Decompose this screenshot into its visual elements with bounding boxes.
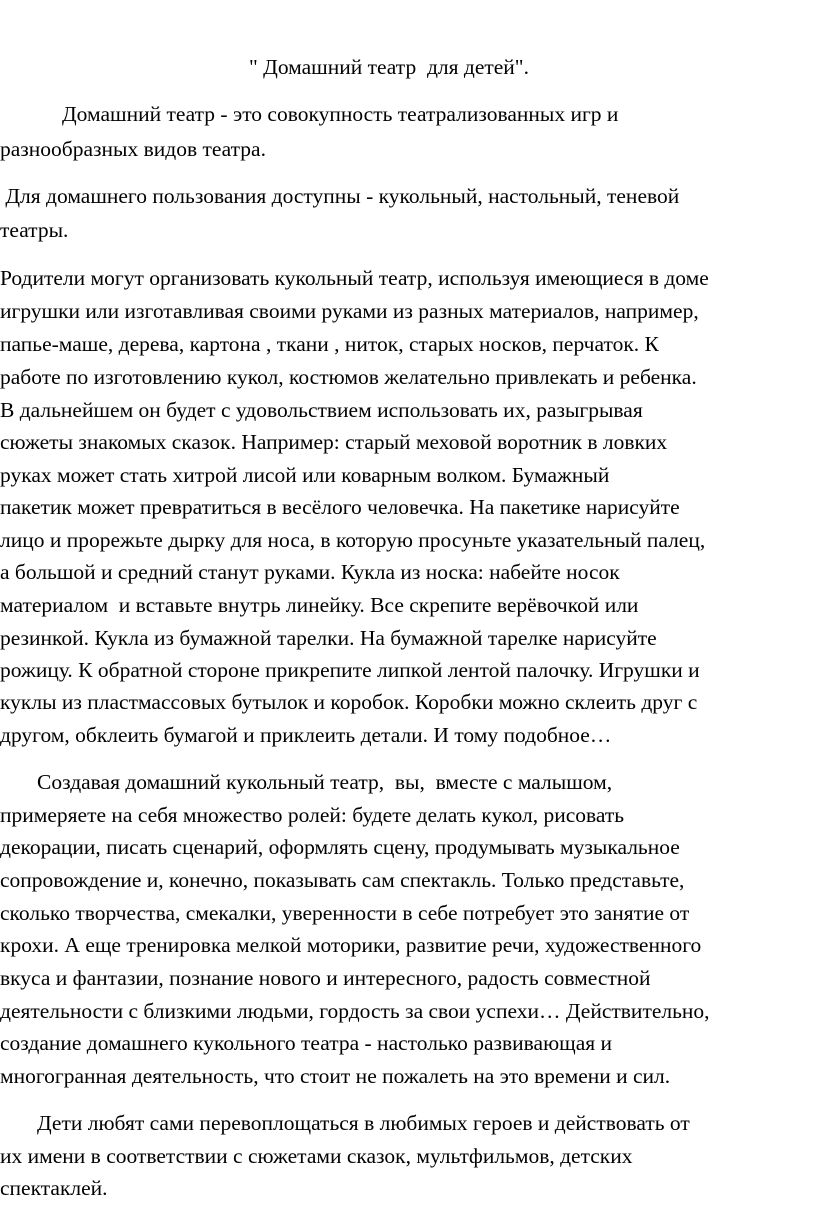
paragraph-3-line-13: рожицу. К обратной стороне прикрепите липкой лентой палочку. Игрушки и bbox=[0, 658, 700, 682]
paragraph-3-line-2: игрушки или изготавливая своими руками из разных материалов, например, bbox=[0, 299, 699, 323]
paragraph-4-line-2: примеряете на себя множество ролей: будете делать кукол, рисовать bbox=[0, 803, 625, 827]
paragraph-4-line-4: сопровождение и, конечно, показывать сам спектакль. Только представьте, bbox=[0, 868, 685, 892]
document-title: " Домашний театр для детей". bbox=[249, 55, 529, 79]
paragraph-3-line-15: другом, обклеить бумагой и приклеить детали. И тому подобное… bbox=[0, 723, 612, 747]
paragraph-4-line-9: создание домашнего кукольного театра - настолько развивающая и bbox=[0, 1031, 613, 1055]
paragraph-4-line-10: многогранная деятельность, что стоит не пожалеть на это времени и сил. bbox=[0, 1064, 671, 1088]
paragraph-3-line-10: а большой и средний станут руками. Кукла из носка: набейте носок bbox=[0, 560, 620, 584]
paragraph-4-line-5: сколько творчества, смекалки, уверенности в себе потребует это занятие от bbox=[0, 901, 690, 925]
paragraph-3-line-14: куклы из пластмассовых бутылок и коробок. Коробки можно склеить друг с bbox=[0, 690, 698, 714]
paragraph-2-line-2: театры. bbox=[0, 218, 69, 242]
paragraph-5-line-1: Дети любят сами перевоплощаться в любимых героев и действовать от bbox=[37, 1111, 690, 1135]
paragraph-1-line-2: разнообразных видов театра. bbox=[0, 137, 266, 161]
paragraph-5-line-3: спектаклей. bbox=[0, 1176, 108, 1200]
paragraph-2-line-1: Для домашнего пользования доступны - кукольный, настольный, теневой bbox=[0, 184, 680, 208]
paragraph-3-line-8: пакетик может превратиться в весёлого человечка. На пакетике нарисуйте bbox=[0, 495, 680, 519]
paragraph-3-line-6: сюжеты знакомых сказок. Например: старый меховой воротник в ловких bbox=[0, 430, 668, 454]
paragraph-4-line-6: крохи. А еще тренировка мелкой моторики, развитие речи, художественного bbox=[0, 933, 702, 957]
paragraph-3-line-11: материалом и вставьте внутрь линейку. Все скрепите верёвочкой или bbox=[0, 593, 639, 617]
paragraph-3-line-1: Родители могут организовать кукольный театр, используя имеющиеся в доме bbox=[0, 266, 709, 290]
paragraph-3-line-12: резинкой. Кукла из бумажной тарелки. На бумажной тарелке нарисуйте bbox=[0, 626, 657, 650]
paragraph-4-line-3: декорации, писать сценарий, оформлять сцену, продумывать музыкальное bbox=[0, 835, 680, 859]
paragraph-3-line-4: работе по изготовлению кукол, костюмов желательно привлекать и ребенка. bbox=[0, 365, 697, 389]
paragraph-3-line-5: В дальнейшем он будет с удовольствием использовать их, разыгрывая bbox=[0, 398, 643, 422]
paragraph-4-line-1: Создавая домашний кукольный театр, вы, вместе с малышом, bbox=[37, 770, 613, 794]
paragraph-3-line-7: руках может стать хитрой лисой или коварным волком. Бумажный bbox=[0, 463, 610, 487]
paragraph-4-line-8: деятельности с близкими людьми, гордость за свои успехи… Действительно, bbox=[0, 999, 710, 1023]
paragraph-1-line-1: Домашний театр - это совокупность театрализованных игр и bbox=[62, 102, 619, 126]
paragraph-4-line-7: вкуса и фантазии, познание нового и интересного, радость совместной bbox=[0, 966, 651, 990]
paragraph-3-line-3: папье-маше, дерева, картона , ткани , ниток, старых носков, перчаток. К bbox=[0, 332, 659, 356]
paragraph-5-line-2: их имени в соответствии с сюжетами сказок, мультфильмов, детских bbox=[0, 1144, 633, 1168]
paragraph-3-line-9: лицо и прорежьте дырку для носа, в которую просуньте указательный палец, bbox=[0, 528, 706, 552]
